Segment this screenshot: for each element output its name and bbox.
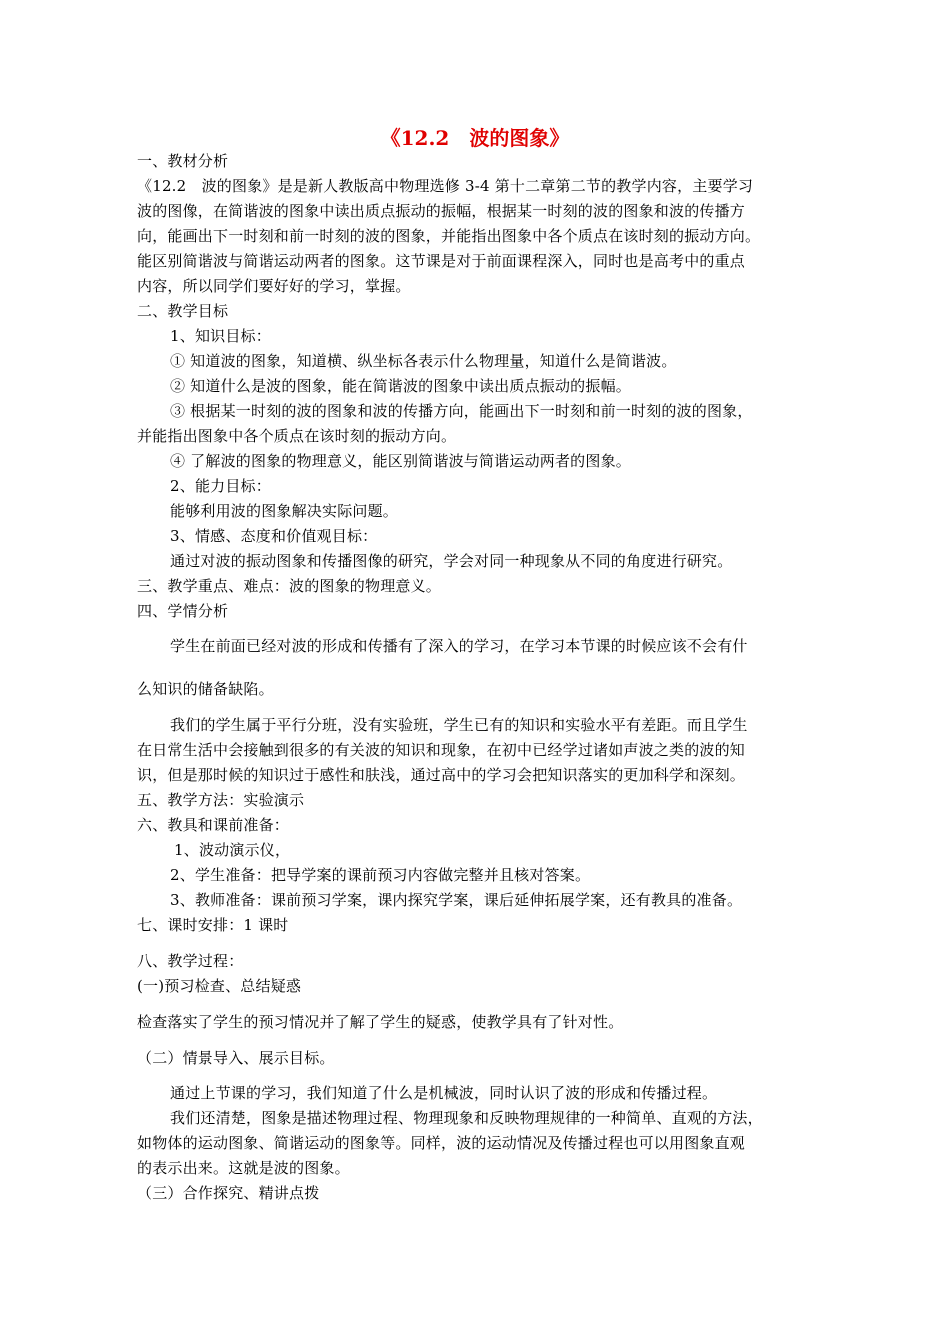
subsection-heading: （三）合作探究、精讲点拨	[137, 1184, 320, 1202]
list-item: 2、学生准备：把导学案的课前预习内容做完整并且核对答案。	[170, 866, 591, 884]
paragraph-line: 通过上节课的学习，我们知道了什么是机械波，同时认识了波的形成和传播过程。	[170, 1084, 718, 1102]
section-heading-4: 四、学情分析	[137, 602, 229, 620]
paragraph-line: 么知识的储备缺陷。	[137, 680, 274, 698]
subsection-heading: （二）情景导入、展示目标。	[137, 1049, 335, 1067]
subheading: 2、能力目标：	[170, 477, 271, 495]
list-item: ① 知道波的图象，知道横、纵坐标各表示什么物理量，知道什么是简谐波。	[170, 352, 677, 370]
paragraph-line: 能够利用波的图象解决实际问题。	[170, 502, 399, 520]
paragraph-line: 检查落实了学生的预习情况并了解了学生的疑惑，使教学具有了针对性。	[137, 1013, 624, 1031]
paragraph-line: 的表示出来。这就是波的图象。	[137, 1159, 350, 1177]
document-title: 《12.2 波的图象》	[380, 126, 570, 150]
section-heading-6: 六、教具和课前准备：	[137, 816, 290, 834]
paragraph-line: 能区别简谐波与简谐运动两者的图象。这节课是对于前面课程深入，同时也是高考中的重点	[137, 252, 746, 270]
paragraph-line: 识，但是那时候的知识过于感性和肤浅，通过高中的学习会把知识落实的更加科学和深刻。	[137, 766, 746, 784]
section-heading-8: 八、教学过程：	[137, 952, 244, 970]
paragraph-line: 波的图像，在简谐波的图象中读出质点振动的振幅，根据某一时刻的波的图象和波的传播方	[137, 202, 746, 220]
paragraph-line: 内容，所以同学们要好好的学习，掌握。	[137, 277, 411, 295]
list-item: 3、教师准备：课前预习学案，课内探究学案，课后延伸拓展学案，还有教具的准备。	[170, 891, 743, 909]
section-heading-7: 七、课时安排：1 课时	[137, 916, 289, 934]
list-item: ② 知道什么是波的图象，能在简谐波的图象中读出质点振动的振幅。	[170, 377, 631, 395]
section-heading-3: 三、教学重点、难点：波的图象的物理意义。	[137, 577, 442, 595]
subheading: 1、知识目标：	[170, 327, 271, 345]
section-heading-2: 二、教学目标	[137, 302, 229, 320]
section-heading-1: 一、教材分析	[137, 152, 229, 170]
list-item: ③ 根据某一时刻的波的图象和波的传播方向，能画出下一时刻和前一时刻的波的图象，	[170, 402, 753, 420]
paragraph-line: 在日常生活中会接触到很多的有关波的知识和现象，在初中已经学过诸如声波之类的波的知	[137, 741, 746, 759]
list-item-continued: 并能指出图象中各个质点在该时刻的振动方向。	[137, 427, 457, 445]
list-item: 1、波动演示仪，	[174, 841, 291, 859]
paragraph-line: 通过对波的振动图象和传播图像的研究，学会对同一种现象从不同的角度进行研究。	[170, 552, 733, 570]
subsection-heading: (一)预习检查、总结疑惑	[137, 977, 302, 995]
paragraph-line: 我们还清楚，图象是描述物理过程、物理现象和反映物理规律的一种简单、直观的方法，	[170, 1109, 763, 1127]
list-item: ④ 了解波的图象的物理意义，能区别简谐波与简谐运动两者的图象。	[170, 452, 631, 470]
paragraph-line: 学生在前面已经对波的形成和传播有了深入的学习，在学习本节课的时候应该不会有什	[170, 637, 748, 655]
paragraph-line: 如物体的运动图象、简谐运动的图象等。同样，波的运动情况及传播过程也可以用图象直观	[137, 1134, 746, 1152]
subheading: 3、情感、态度和价值观目标：	[170, 527, 378, 545]
paragraph-line: 《12.2 波的图象》是是新人教版高中物理选修 3-4 第十二章第二节的教学内容，主要学习	[137, 177, 754, 195]
paragraph-line: 我们的学生属于平行分班，没有实验班，学生已有的知识和实验水平有差距。而且学生	[170, 716, 748, 734]
paragraph-line: 向，能画出下一时刻和前一时刻的波的图象，并能指出图象中各个质点在该时刻的振动方向。	[137, 227, 761, 245]
section-heading-5: 五、教学方法：实验演示	[137, 791, 305, 809]
